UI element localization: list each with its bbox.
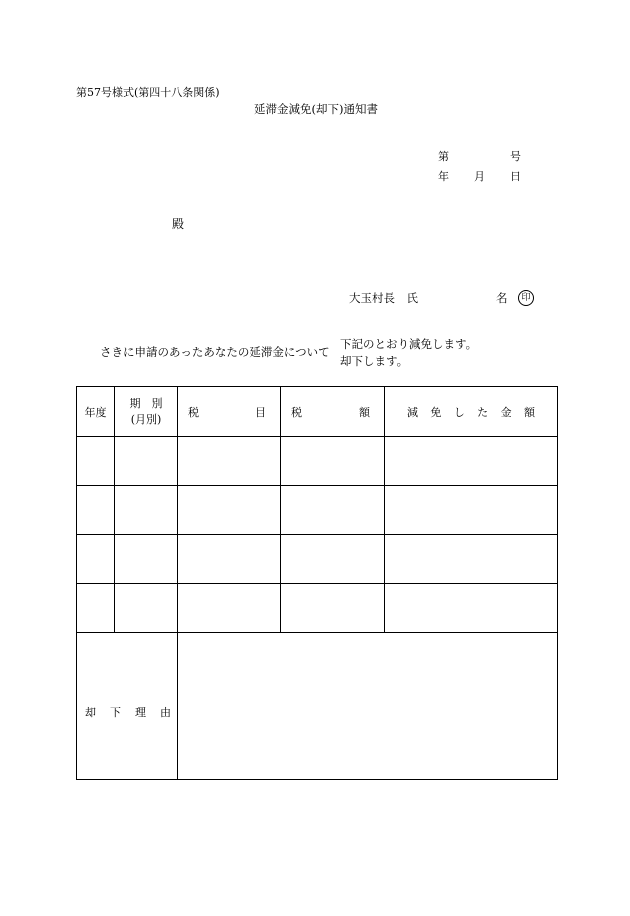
header-reduced-char: 減 xyxy=(407,405,418,419)
header-reduced-char: 免 xyxy=(430,405,442,419)
issuer-title: 大玉村長 氏 xyxy=(349,291,418,305)
cell-year xyxy=(77,584,115,633)
table-row xyxy=(77,486,558,535)
header-reduced-char: た xyxy=(477,405,489,419)
table-row xyxy=(77,437,558,486)
cell-period xyxy=(115,584,178,633)
option-reduce: 下記のとおり減免します。 xyxy=(340,337,478,351)
date-month: 月 xyxy=(474,170,485,183)
number-suffix: 号 xyxy=(510,150,521,163)
cell-tax-amount xyxy=(281,584,385,633)
rejection-reason-label xyxy=(77,633,178,780)
table-row xyxy=(77,535,558,584)
cell-reduced-amount xyxy=(385,486,558,535)
header-reduced-char: し xyxy=(453,405,465,419)
cell-tax-amount xyxy=(281,437,385,486)
header-tax-item-a: 税 xyxy=(188,405,199,419)
cell-year xyxy=(77,437,115,486)
reason-label-char: 理 xyxy=(135,706,146,719)
header-tax-amount-a: 税 xyxy=(291,405,302,419)
header-tax-item-b: 目 xyxy=(255,405,266,419)
document-title: 延滞金減免(却下)通知書 xyxy=(254,102,378,116)
reduction-table xyxy=(76,386,558,780)
table-row xyxy=(77,584,558,633)
option-reject: 却下します。 xyxy=(340,354,409,368)
rejection-reason-row xyxy=(77,633,558,780)
header-reduced-char: 額 xyxy=(523,405,535,419)
cell-tax-item xyxy=(178,486,281,535)
cell-tax-item xyxy=(178,437,281,486)
header-tax-item xyxy=(178,387,281,437)
cell-period xyxy=(115,437,178,486)
cell-tax-amount xyxy=(281,486,385,535)
header-tax-amount-b: 額 xyxy=(359,405,370,419)
recipient-honorific: 殿 xyxy=(172,217,185,231)
header-reduced-amount xyxy=(385,387,558,437)
cell-period xyxy=(115,535,178,584)
cell-tax-item xyxy=(178,535,281,584)
header-period-sub: (月別) xyxy=(130,412,162,426)
cell-tax-item xyxy=(178,584,281,633)
header-reduced-char: 金 xyxy=(500,405,512,419)
cell-reduced-amount xyxy=(385,584,558,633)
cell-tax-amount xyxy=(281,535,385,584)
date-year: 年 xyxy=(438,170,449,183)
header-year: 年度 xyxy=(77,387,115,437)
reason-label-char: 却 xyxy=(85,706,96,719)
form-number: 第57号様式(第四十八条関係) xyxy=(76,86,220,99)
number-prefix: 第 xyxy=(438,150,449,163)
cell-year xyxy=(77,486,115,535)
cell-reduced-amount xyxy=(385,437,558,486)
rejection-reason-field xyxy=(178,633,558,780)
cell-period xyxy=(115,486,178,535)
reason-label-char: 下 xyxy=(110,706,121,719)
cell-reduced-amount xyxy=(385,535,558,584)
body-lead-text: さきに申請のあったあなたの延滞金について xyxy=(100,345,330,359)
header-tax-amount xyxy=(281,387,385,437)
table-header-row xyxy=(77,387,558,437)
issuer-name-label: 名 xyxy=(496,291,508,305)
date-day: 日 xyxy=(510,170,521,183)
header-period xyxy=(115,387,178,437)
header-period-main: 期 別 xyxy=(129,397,163,411)
reason-label-char: 由 xyxy=(160,706,171,719)
seal-mark: 印 xyxy=(518,290,534,306)
cell-year xyxy=(77,535,115,584)
